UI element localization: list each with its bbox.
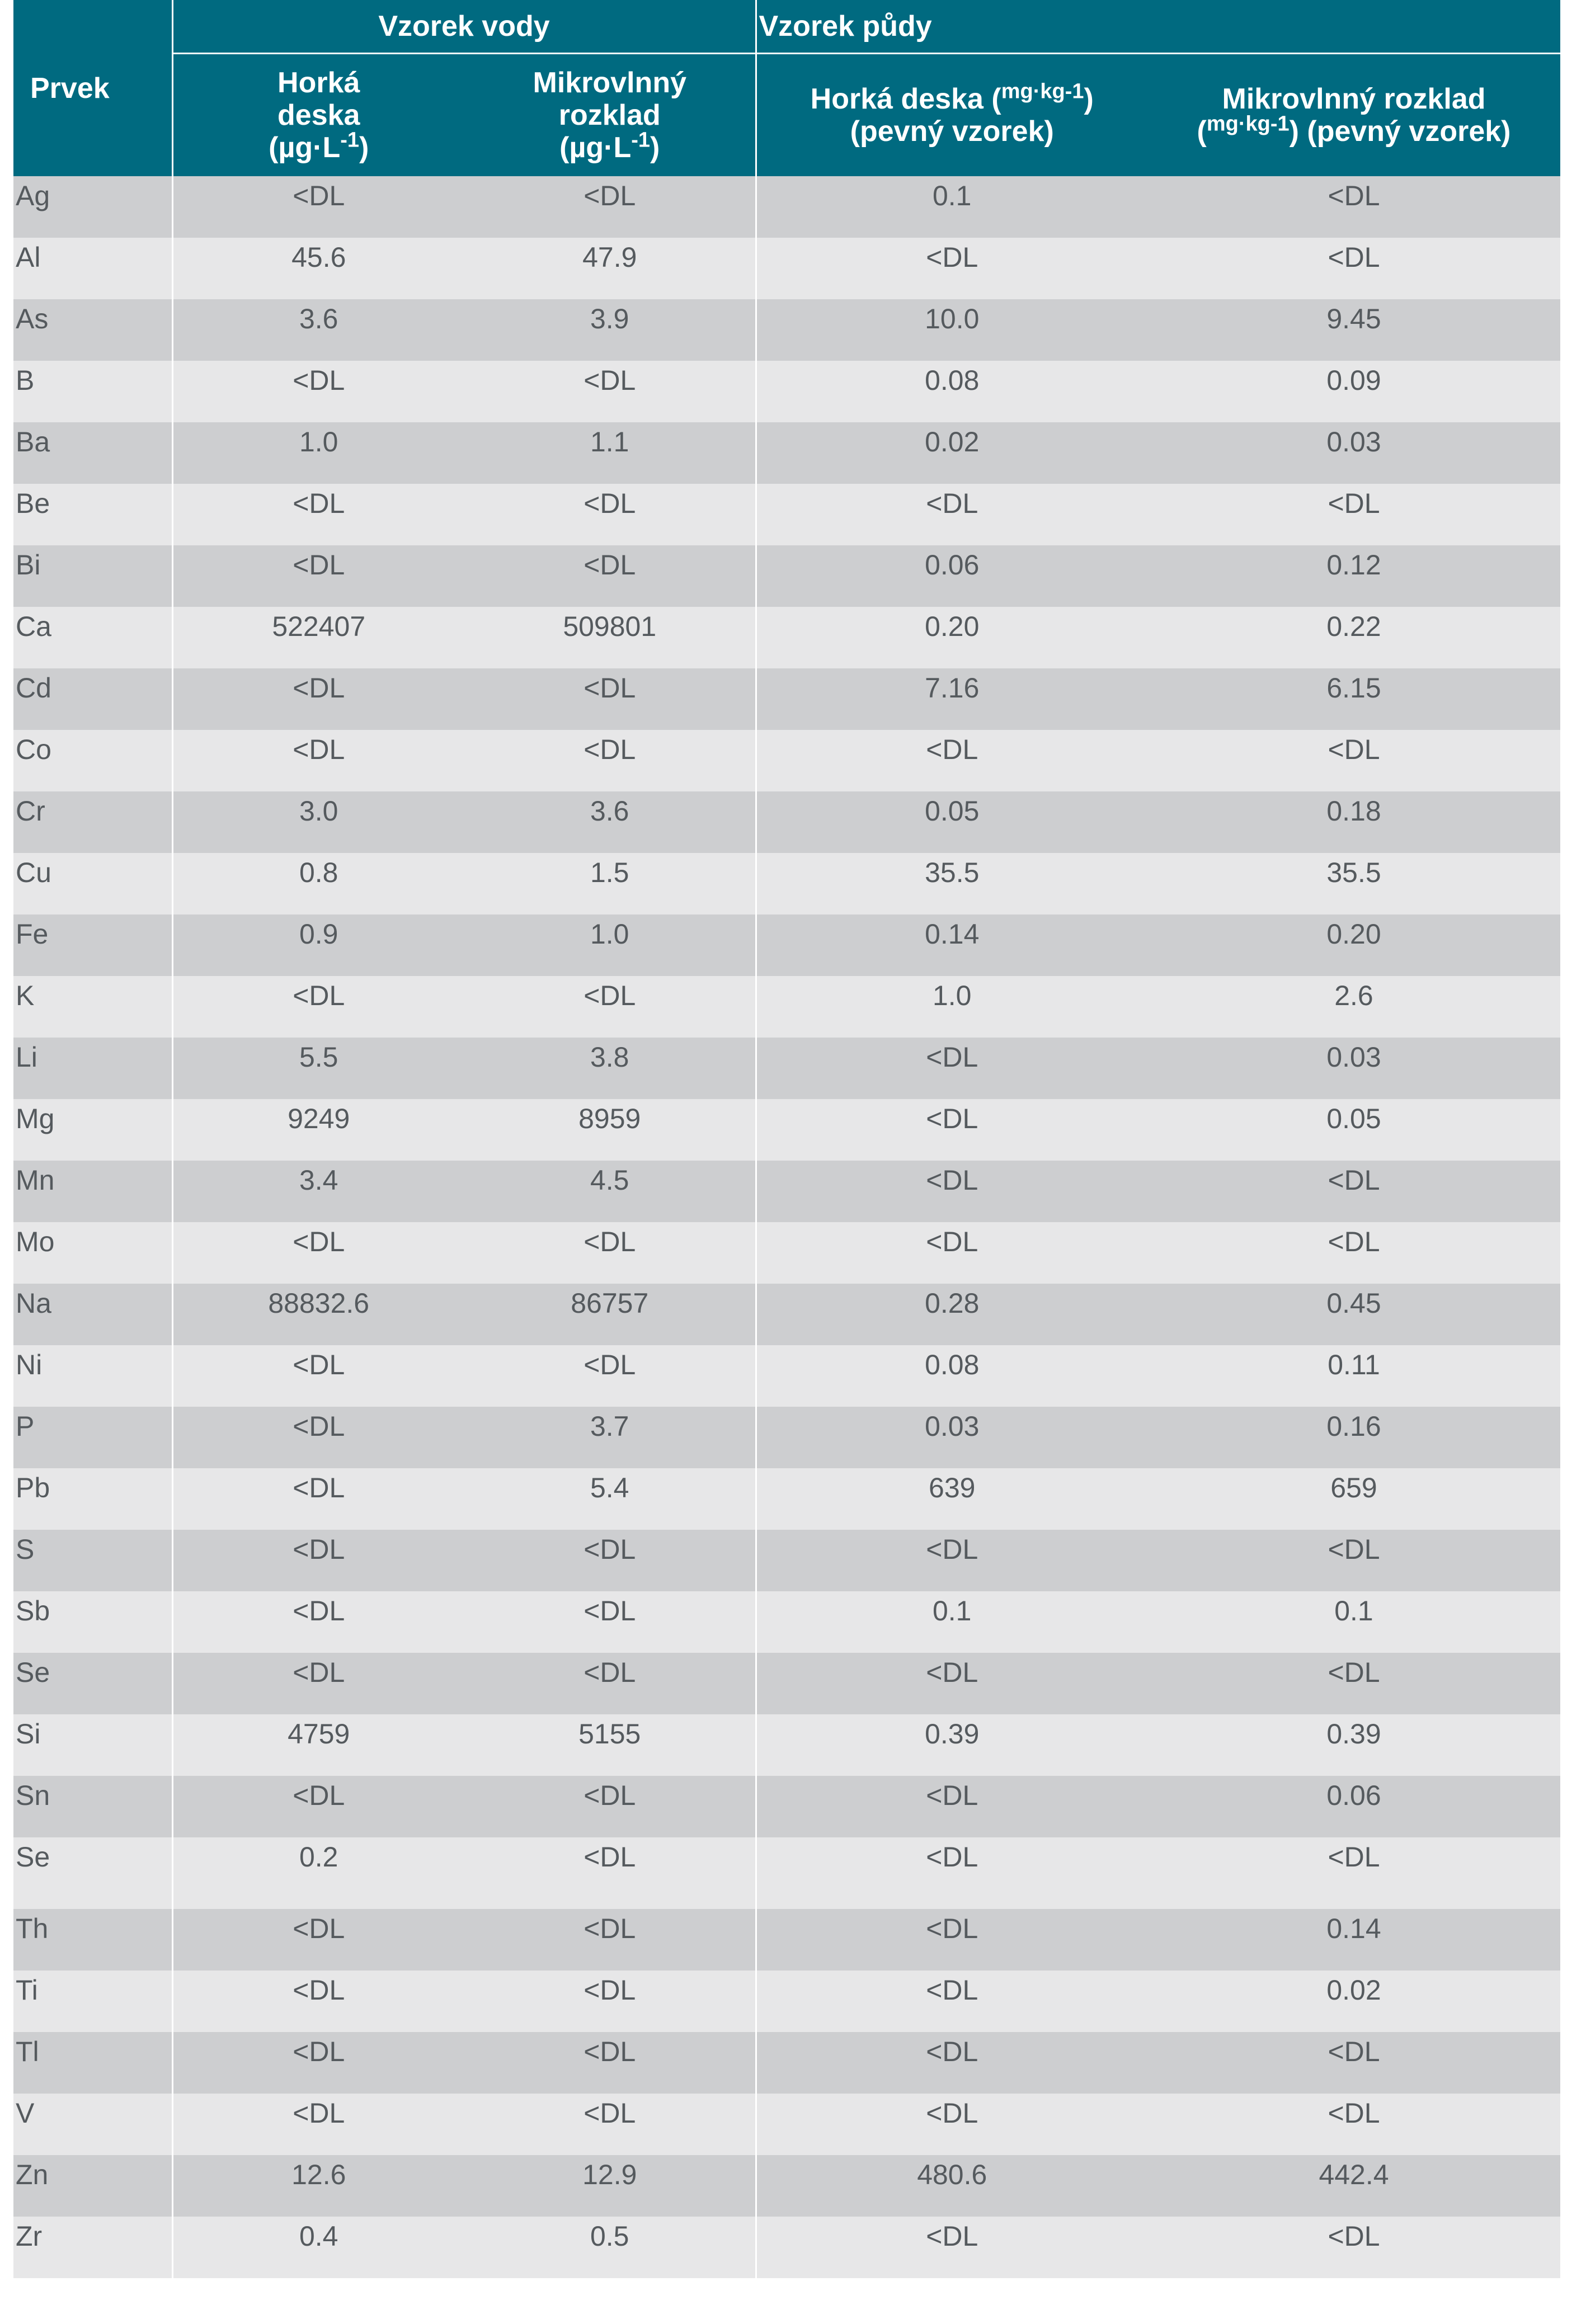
table-row (13, 2155, 1560, 2217)
cell-soil-hot-plate: <DL (756, 1530, 1147, 1591)
table-row (13, 1038, 1560, 1099)
cell-water-hot-plate: 0.8 (172, 853, 464, 914)
cell-soil-hot-plate: <DL (756, 1776, 1147, 1837)
cell-soil-microwave: 9.45 (1147, 299, 1560, 361)
cell-water-microwave: <DL (464, 668, 756, 730)
cell-element: Se (13, 1653, 172, 1714)
cell-water-microwave: <DL (464, 1222, 756, 1284)
cell-element: K (13, 976, 172, 1038)
cell-water-hot-plate: <DL (172, 668, 464, 730)
cell-element: Zr (13, 2217, 172, 2278)
cell-element: Tl (13, 2032, 172, 2094)
table-header (13, 0, 1560, 176)
cell-element: Cd (13, 668, 172, 730)
table-row (13, 1099, 1560, 1161)
cell-element: Ca (13, 607, 172, 668)
cell-soil-microwave: <DL (1147, 2032, 1560, 2094)
cell-water-hot-plate: 0.2 (172, 1837, 464, 1909)
cell-soil-microwave: <DL (1147, 1530, 1560, 1591)
table-row (13, 914, 1560, 976)
cell-soil-microwave: 0.03 (1147, 1038, 1560, 1099)
table-row (13, 853, 1560, 914)
table-row (13, 1284, 1560, 1345)
cell-water-hot-plate: 5.5 (172, 1038, 464, 1099)
cell-soil-hot-plate: <DL (756, 2217, 1147, 2278)
cell-soil-hot-plate: <DL (756, 2094, 1147, 2155)
header-element: Prvek (13, 0, 172, 176)
table-row (13, 2094, 1560, 2155)
cell-element: Se (13, 1837, 172, 1909)
cell-soil-microwave: <DL (1147, 484, 1560, 545)
cell-water-hot-plate: <DL (172, 1222, 464, 1284)
table-row (13, 668, 1560, 730)
cell-water-hot-plate: 45.6 (172, 238, 464, 299)
cell-soil-microwave: 0.16 (1147, 1407, 1560, 1468)
cell-soil-hot-plate: 1.0 (756, 976, 1147, 1038)
cell-soil-hot-plate: <DL (756, 1038, 1147, 1099)
cell-soil-hot-plate: <DL (756, 1971, 1147, 2032)
table-row (13, 484, 1560, 545)
cell-water-hot-plate: <DL (172, 1468, 464, 1530)
cell-water-hot-plate: 0.9 (172, 914, 464, 976)
header-water-microwave: Mikrovlnný rozklad $(\mu g\cdot L^{-1})$ (464, 54, 756, 177)
cell-water-microwave: 3.8 (464, 1038, 756, 1099)
cell-soil-microwave: <DL (1147, 176, 1560, 238)
table-row (13, 1837, 1560, 1909)
cell-water-hot-plate: <DL (172, 1407, 464, 1468)
cell-soil-microwave: 0.22 (1147, 607, 1560, 668)
cell-soil-microwave: <DL (1147, 1161, 1560, 1222)
cell-soil-hot-plate: 35.5 (756, 853, 1147, 914)
cell-water-hot-plate: 3.6 (172, 299, 464, 361)
cell-soil-hot-plate: 0.03 (756, 1407, 1147, 1468)
cell-soil-hot-plate: 0.05 (756, 791, 1147, 853)
cell-water-microwave: 1.5 (464, 853, 756, 914)
cell-element: Be (13, 484, 172, 545)
cell-water-microwave: 5155 (464, 1714, 756, 1776)
cell-water-hot-plate: 88832.6 (172, 1284, 464, 1345)
cell-element: Mg (13, 1099, 172, 1161)
table-row (13, 299, 1560, 361)
results-table-container (13, 0, 1560, 2278)
cell-water-microwave: 47.9 (464, 238, 756, 299)
cell-water-hot-plate: 9249 (172, 1099, 464, 1161)
cell-soil-hot-plate: <DL (756, 2032, 1147, 2094)
cell-soil-hot-plate: 0.28 (756, 1284, 1147, 1345)
cell-element: Si (13, 1714, 172, 1776)
table-row (13, 545, 1560, 607)
cell-water-hot-plate: 3.0 (172, 791, 464, 853)
cell-soil-microwave: 659 (1147, 1468, 1560, 1530)
header-soil-hot-plate: Horká deska ($^{mg\cdot kg-1}$) (pevný vzorek) (756, 54, 1147, 177)
cell-soil-microwave: 35.5 (1147, 853, 1560, 914)
cell-water-microwave: <DL (464, 1530, 756, 1591)
cell-soil-hot-plate: <DL (756, 1099, 1147, 1161)
table-row (13, 607, 1560, 668)
element-results-table (13, 0, 1560, 2278)
cell-element: Sn (13, 1776, 172, 1837)
cell-element: Cu (13, 853, 172, 914)
cell-soil-hot-plate: <DL (756, 1222, 1147, 1284)
cell-soil-microwave: 0.14 (1147, 1909, 1560, 1971)
cell-element: Pb (13, 1468, 172, 1530)
cell-soil-microwave: 0.03 (1147, 422, 1560, 484)
cell-water-microwave: <DL (464, 176, 756, 238)
cell-water-microwave: 4.5 (464, 1161, 756, 1222)
cell-water-microwave: 5.4 (464, 1468, 756, 1530)
header-water-hot-plate: Horká deska $(\mu g\cdot L^{-1})$ (172, 54, 464, 177)
cell-soil-microwave: <DL (1147, 238, 1560, 299)
cell-soil-hot-plate: 0.20 (756, 607, 1147, 668)
cell-soil-hot-plate: <DL (756, 1909, 1147, 1971)
header-group-water: Vzorek vody (172, 0, 756, 54)
cell-soil-hot-plate: <DL (756, 484, 1147, 545)
cell-water-hot-plate: <DL (172, 2094, 464, 2155)
cell-soil-hot-plate: 0.1 (756, 176, 1147, 238)
cell-soil-microwave: 0.02 (1147, 1971, 1560, 2032)
cell-water-microwave: 12.9 (464, 2155, 756, 2217)
cell-soil-microwave: 0.20 (1147, 914, 1560, 976)
cell-element: As (13, 299, 172, 361)
cell-water-hot-plate: 1.0 (172, 422, 464, 484)
cell-water-hot-plate: 0.4 (172, 2217, 464, 2278)
cell-water-hot-plate: <DL (172, 1591, 464, 1653)
cell-soil-microwave: <DL (1147, 1222, 1560, 1284)
cell-water-microwave: <DL (464, 1776, 756, 1837)
cell-soil-microwave: 0.12 (1147, 545, 1560, 607)
cell-water-microwave: 3.7 (464, 1407, 756, 1468)
cell-water-microwave: 3.6 (464, 791, 756, 853)
cell-water-hot-plate: <DL (172, 976, 464, 1038)
cell-soil-microwave: <DL (1147, 1837, 1560, 1909)
cell-water-hot-plate: <DL (172, 1971, 464, 2032)
cell-water-microwave: 8959 (464, 1099, 756, 1161)
cell-soil-microwave: 0.09 (1147, 361, 1560, 422)
cell-soil-hot-plate: 7.16 (756, 668, 1147, 730)
cell-element: Ti (13, 1971, 172, 2032)
cell-element: V (13, 2094, 172, 2155)
table-row (13, 1407, 1560, 1468)
cell-water-microwave: <DL (464, 2094, 756, 2155)
cell-soil-microwave: 442.4 (1147, 2155, 1560, 2217)
table-row (13, 1591, 1560, 1653)
cell-water-microwave: <DL (464, 545, 756, 607)
table-row (13, 1776, 1560, 1837)
cell-soil-hot-plate: 0.08 (756, 361, 1147, 422)
table-row (13, 1161, 1560, 1222)
cell-element: Ni (13, 1345, 172, 1407)
cell-element: Mo (13, 1222, 172, 1284)
cell-water-hot-plate: 12.6 (172, 2155, 464, 2217)
cell-element: Ag (13, 176, 172, 238)
cell-water-microwave: <DL (464, 2032, 756, 2094)
cell-water-hot-plate: <DL (172, 2032, 464, 2094)
cell-element: P (13, 1407, 172, 1468)
cell-water-hot-plate: <DL (172, 1776, 464, 1837)
cell-water-microwave: 3.9 (464, 299, 756, 361)
cell-soil-hot-plate: 0.08 (756, 1345, 1147, 1407)
table-row (13, 730, 1560, 791)
cell-water-microwave: <DL (464, 1591, 756, 1653)
cell-element: Co (13, 730, 172, 791)
cell-water-microwave: <DL (464, 976, 756, 1038)
cell-water-hot-plate: <DL (172, 176, 464, 238)
table-row (13, 1653, 1560, 1714)
cell-soil-microwave: 0.18 (1147, 791, 1560, 853)
cell-water-microwave: <DL (464, 1909, 756, 1971)
table-body (13, 176, 1560, 2278)
cell-soil-microwave: 0.45 (1147, 1284, 1560, 1345)
cell-element: Sb (13, 1591, 172, 1653)
table-row (13, 2217, 1560, 2278)
cell-soil-hot-plate: <DL (756, 730, 1147, 791)
cell-soil-hot-plate: <DL (756, 1837, 1147, 1909)
cell-soil-microwave: <DL (1147, 2217, 1560, 2278)
cell-water-microwave: <DL (464, 484, 756, 545)
cell-element: Th (13, 1909, 172, 1971)
cell-soil-microwave: 6.15 (1147, 668, 1560, 730)
cell-water-microwave: <DL (464, 1837, 756, 1909)
table-row (13, 1345, 1560, 1407)
cell-element: Mn (13, 1161, 172, 1222)
cell-element: Cr (13, 791, 172, 853)
cell-soil-microwave: <DL (1147, 730, 1560, 791)
cell-soil-hot-plate: 0.14 (756, 914, 1147, 976)
cell-element: Bi (13, 545, 172, 607)
cell-water-microwave: 1.1 (464, 422, 756, 484)
cell-soil-microwave: 0.39 (1147, 1714, 1560, 1776)
cell-soil-microwave: 0.05 (1147, 1099, 1560, 1161)
table-row (13, 2032, 1560, 2094)
cell-soil-hot-plate: <DL (756, 1653, 1147, 1714)
cell-water-microwave: <DL (464, 1653, 756, 1714)
cell-soil-microwave: 0.1 (1147, 1591, 1560, 1653)
table-row (13, 791, 1560, 853)
table-row (13, 176, 1560, 238)
header-soil-microwave: Mikrovlnný rozklad ($^{mg\cdot kg-1}$) (pevný vzorek) (1147, 54, 1560, 177)
table-row (13, 1468, 1560, 1530)
cell-soil-hot-plate: 0.39 (756, 1714, 1147, 1776)
cell-water-hot-plate: <DL (172, 361, 464, 422)
cell-water-microwave: 0.5 (464, 2217, 756, 2278)
cell-water-microwave: 86757 (464, 1284, 756, 1345)
cell-element: Zn (13, 2155, 172, 2217)
cell-soil-microwave: 0.11 (1147, 1345, 1560, 1407)
header-group-soil: Vzorek půdy (756, 0, 1560, 54)
cell-soil-hot-plate: <DL (756, 238, 1147, 299)
cell-water-hot-plate: <DL (172, 484, 464, 545)
cell-soil-hot-plate: 0.06 (756, 545, 1147, 607)
cell-element: Li (13, 1038, 172, 1099)
cell-soil-microwave: <DL (1147, 1653, 1560, 1714)
table-row (13, 1222, 1560, 1284)
table-row (13, 361, 1560, 422)
cell-element: S (13, 1530, 172, 1591)
cell-soil-hot-plate: 480.6 (756, 2155, 1147, 2217)
cell-water-microwave: 1.0 (464, 914, 756, 976)
cell-soil-hot-plate: 0.1 (756, 1591, 1147, 1653)
cell-water-hot-plate: <DL (172, 1653, 464, 1714)
cell-water-microwave: <DL (464, 1971, 756, 2032)
cell-soil-microwave: <DL (1147, 2094, 1560, 2155)
cell-soil-hot-plate: 639 (756, 1468, 1147, 1530)
table-row (13, 1530, 1560, 1591)
cell-element: Fe (13, 914, 172, 976)
table-row (13, 238, 1560, 299)
cell-water-hot-plate: 3.4 (172, 1161, 464, 1222)
cell-water-hot-plate: 4759 (172, 1714, 464, 1776)
table-row (13, 1971, 1560, 2032)
table-row (13, 1714, 1560, 1776)
cell-water-hot-plate: <DL (172, 730, 464, 791)
cell-water-hot-plate: <DL (172, 545, 464, 607)
table-row (13, 976, 1560, 1038)
cell-element: Ba (13, 422, 172, 484)
cell-water-microwave: 509801 (464, 607, 756, 668)
cell-water-hot-plate: 522407 (172, 607, 464, 668)
table-row (13, 1909, 1560, 1971)
cell-soil-hot-plate: 0.02 (756, 422, 1147, 484)
cell-soil-hot-plate: <DL (756, 1161, 1147, 1222)
cell-water-microwave: <DL (464, 730, 756, 791)
cell-water-hot-plate: <DL (172, 1345, 464, 1407)
cell-water-microwave: <DL (464, 361, 756, 422)
cell-soil-hot-plate: 10.0 (756, 299, 1147, 361)
cell-soil-microwave: 2.6 (1147, 976, 1560, 1038)
cell-water-microwave: <DL (464, 1345, 756, 1407)
cell-water-hot-plate: <DL (172, 1530, 464, 1591)
cell-water-hot-plate: <DL (172, 1909, 464, 1971)
cell-element: Al (13, 238, 172, 299)
cell-element: Na (13, 1284, 172, 1345)
cell-element: B (13, 361, 172, 422)
cell-soil-microwave: 0.06 (1147, 1776, 1560, 1837)
table-row (13, 422, 1560, 484)
